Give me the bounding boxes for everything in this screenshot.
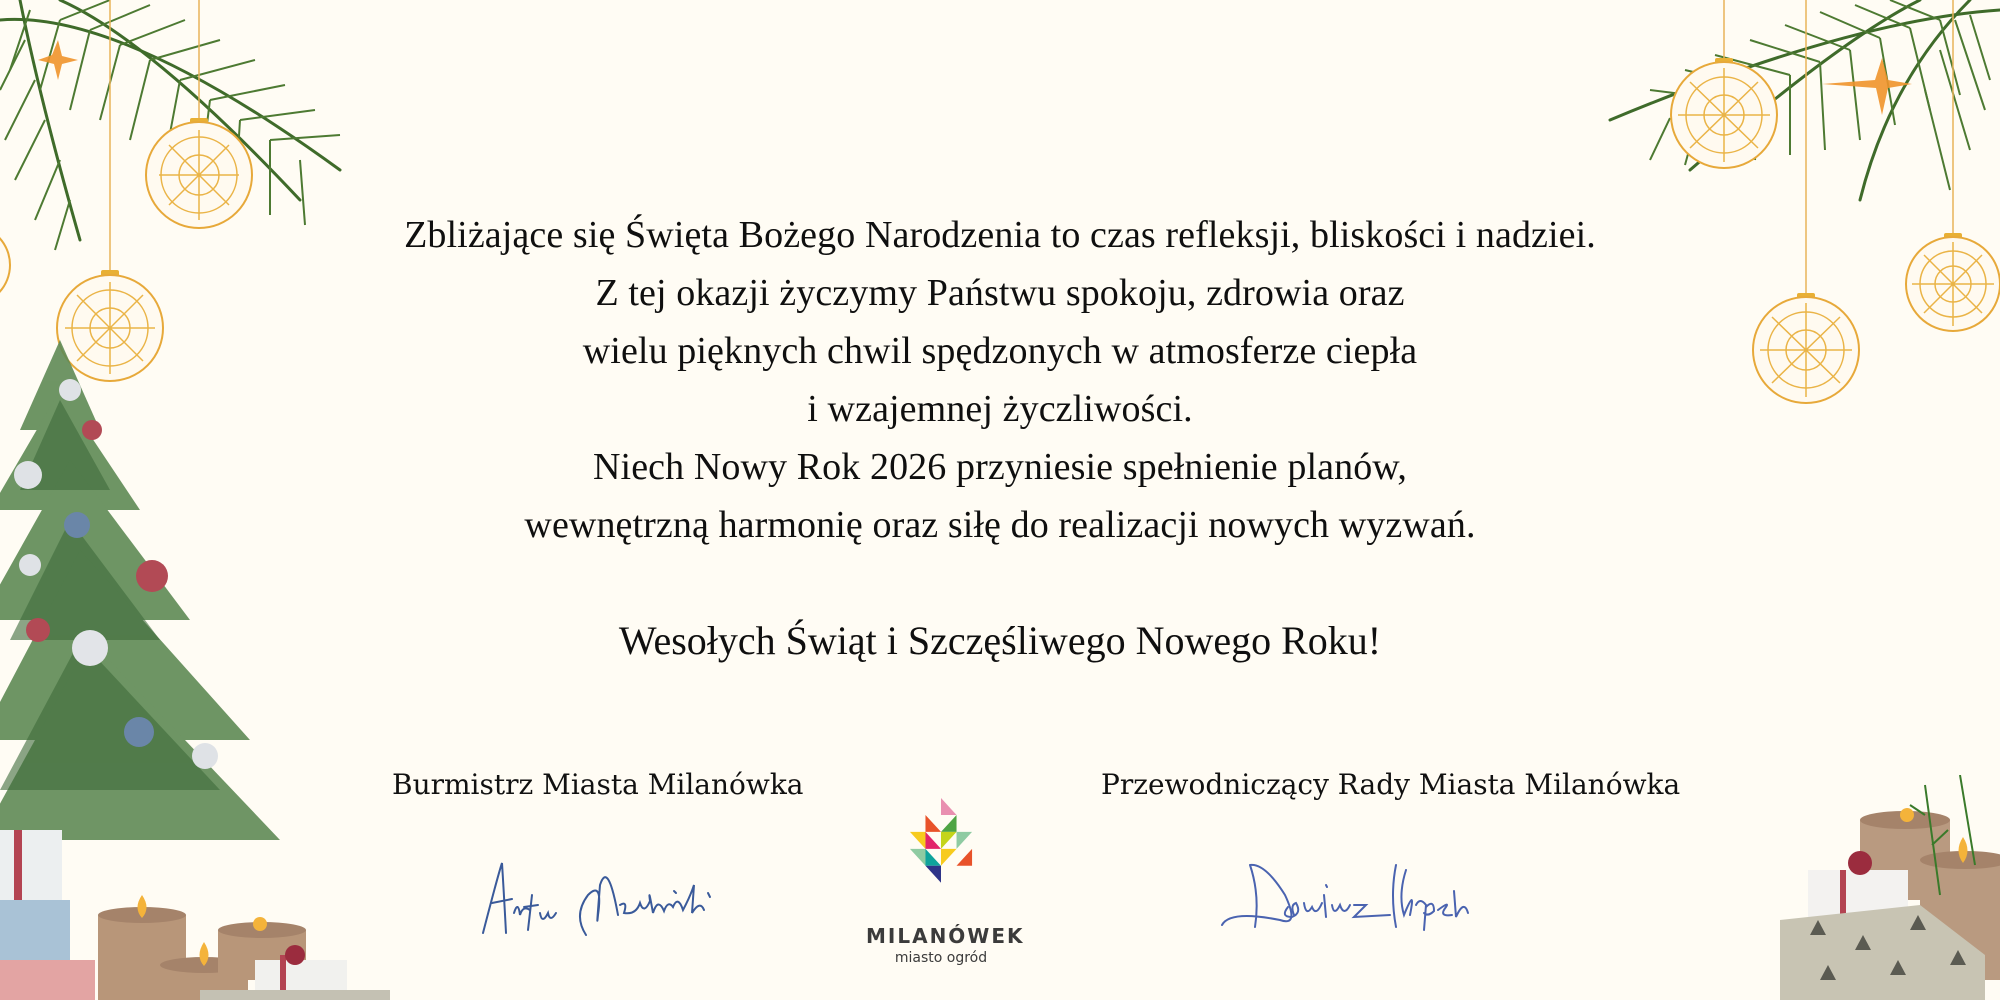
gift-box-icon <box>1760 775 2000 1000</box>
council-chair-signature <box>1220 855 1520 935</box>
logo-wordmark: MILANÓWEK <box>866 924 1025 948</box>
mayor-signature <box>478 855 748 945</box>
holiday-message <box>0 206 2000 554</box>
council-chair-title: Przewodniczący Rady Miasta Milanówka <box>1101 768 1681 801</box>
milanowek-logo-icon <box>866 798 1016 918</box>
message-line: Zbliżające się Święta Bożego Narodzenia to czas refleksji, bliskości i nadziei. <box>404 214 1596 256</box>
message-line: i wzajemnej życzliwości. <box>807 388 1193 430</box>
message-line: Z tej okazji życzymy Państwu spokoju, zdrowia oraz <box>595 272 1405 314</box>
gift-box-icon <box>0 750 400 1000</box>
logo-tagline: miasto ogród <box>894 950 988 966</box>
greeting-heading: Wesołych Świąt i Szczęśliwego Nowego Roku! <box>618 618 1382 663</box>
message-line: wewnętrzną harmonię oraz siłę do realizacji nowych wyzwań. <box>524 504 1476 546</box>
message-line: wielu pięknych chwil spędzonych w atmosferze ciepła <box>582 330 1418 372</box>
mayor-title: Burmistrz Miasta Milanówka <box>392 768 804 801</box>
message-line: Niech Nowy Rok 2026 przyniesie spełnienie planów, <box>593 446 1407 488</box>
